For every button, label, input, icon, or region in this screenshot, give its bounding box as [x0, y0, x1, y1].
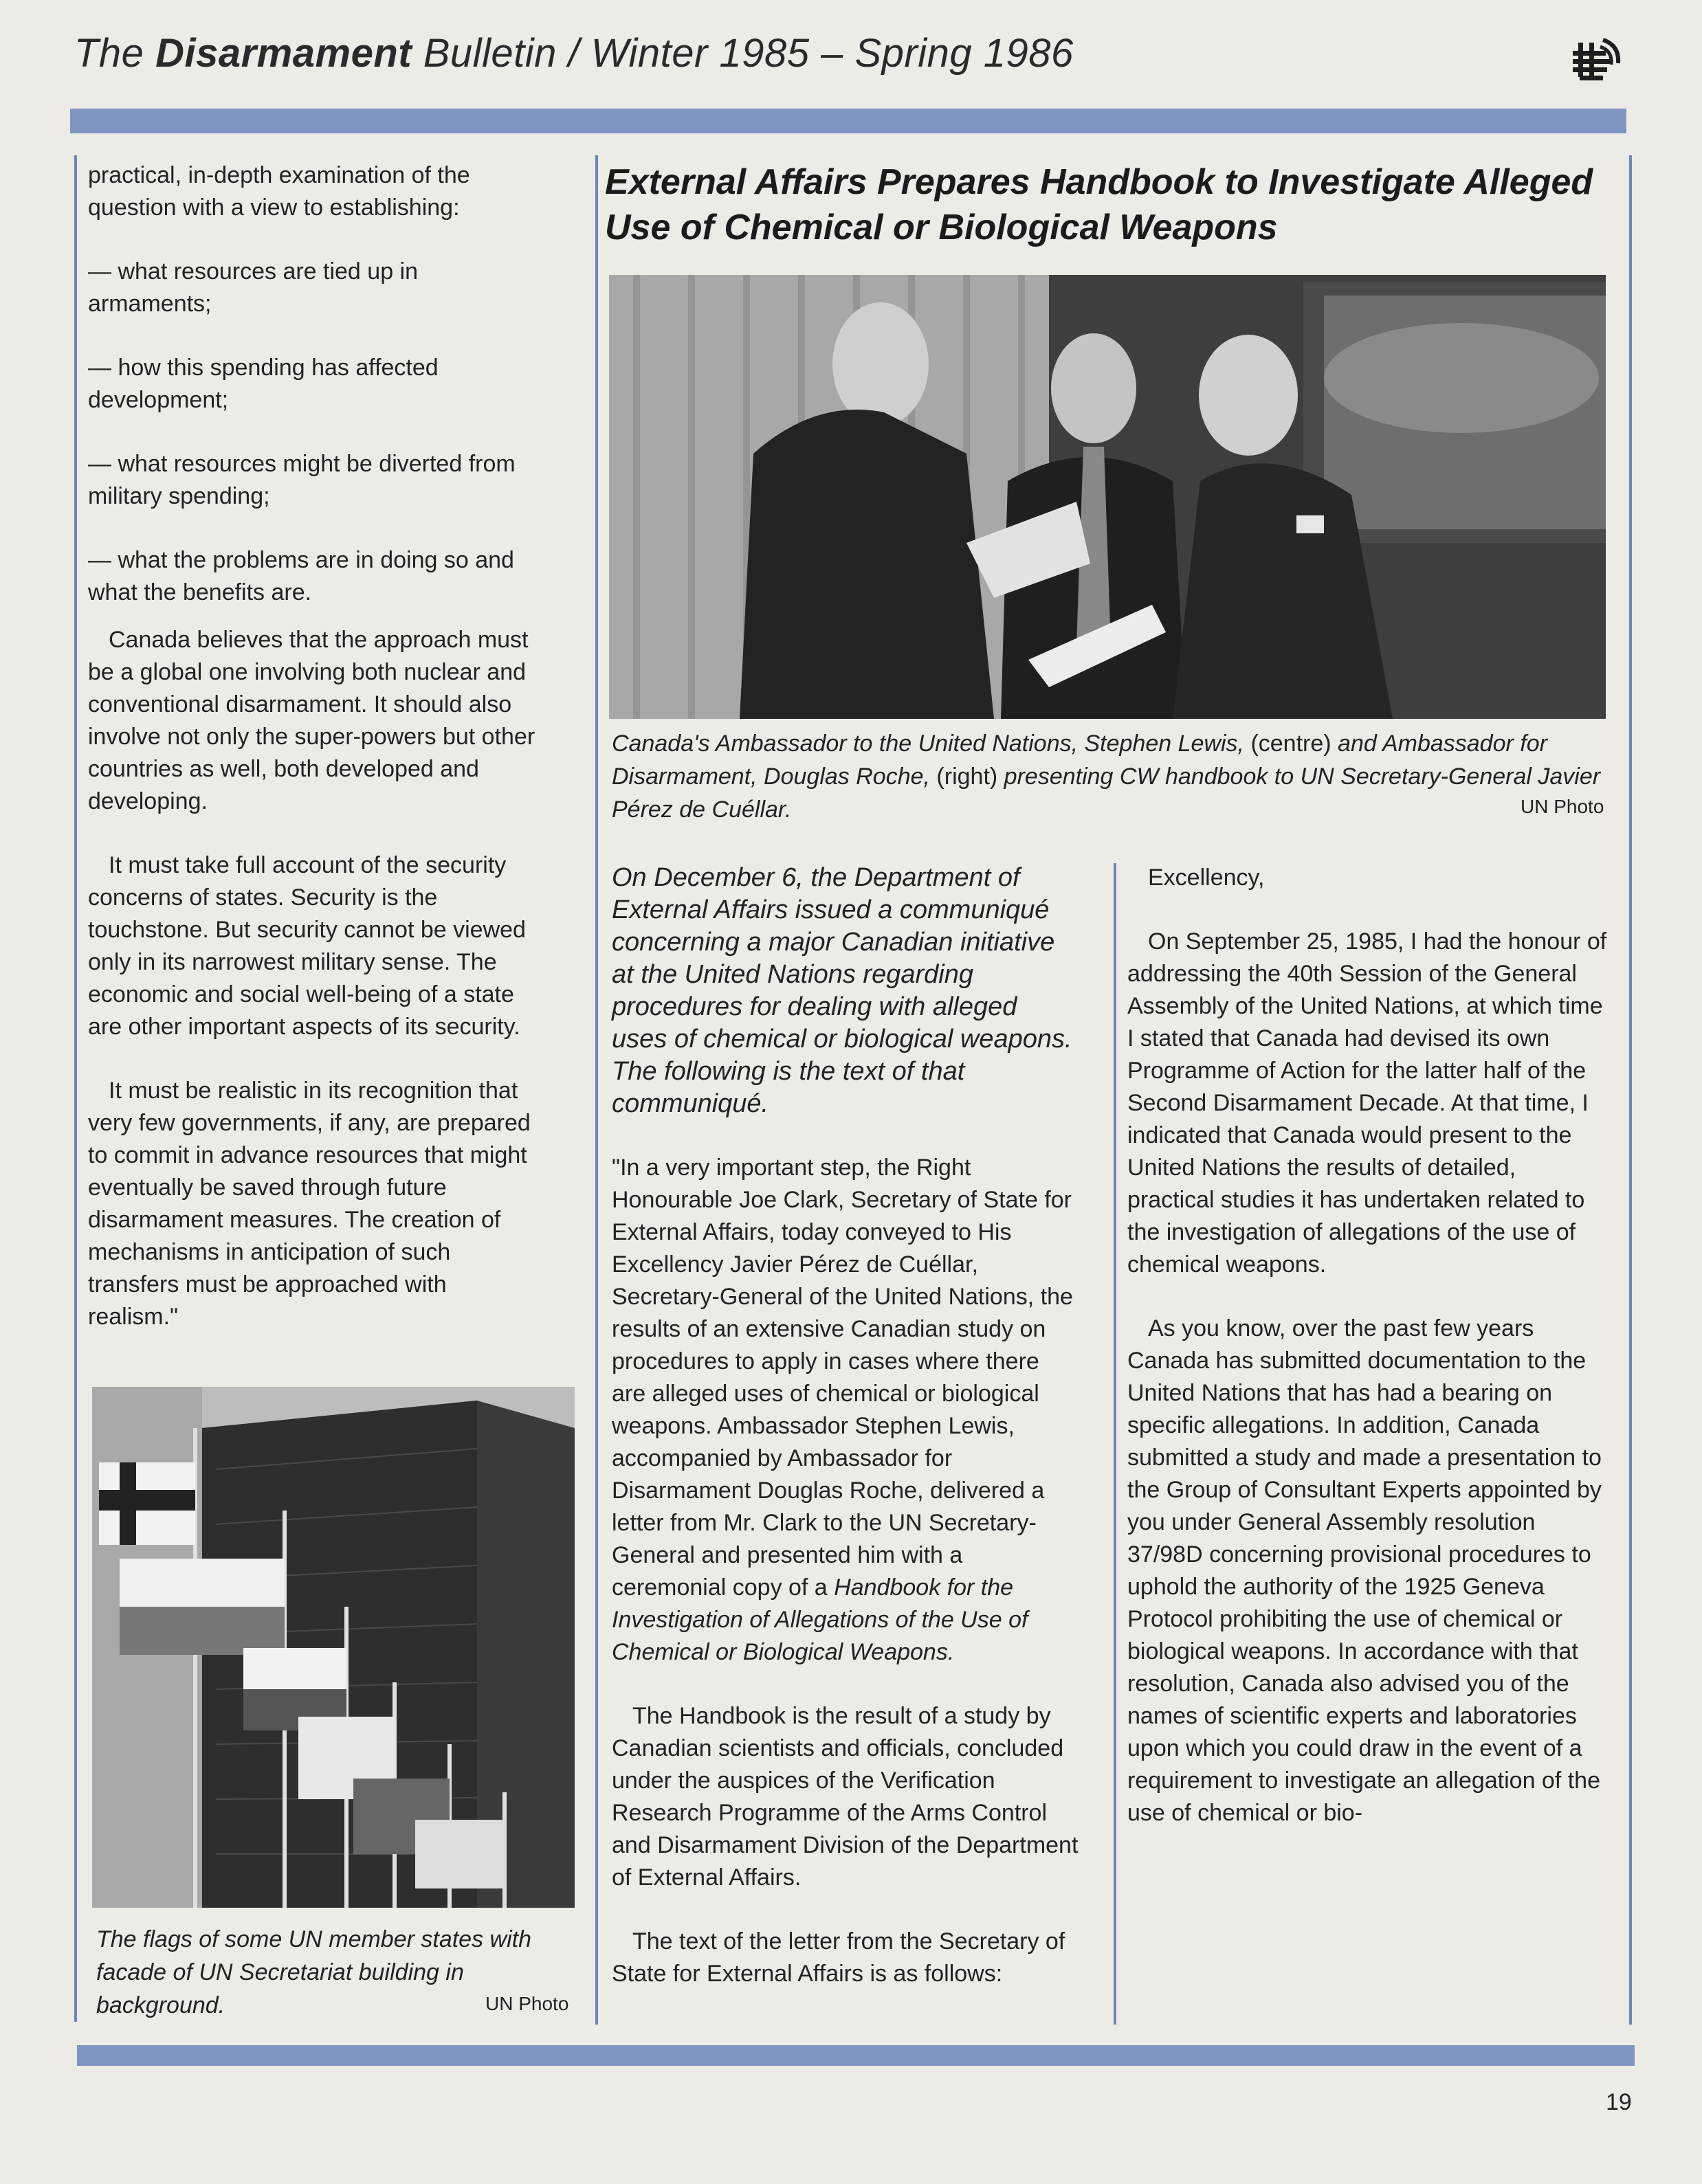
article-middle-column [612, 862, 1079, 2022]
middle-column-rule [595, 155, 598, 2025]
caption-part-presenting: presenting CW handbook to UN Secretary-General Javier Pérez de Cuéllar. [612, 764, 1601, 823]
article-body-1-text: "In a very important step, the Right Honourable Joe Clark, Secretary of State for External Affairs, today conveyed to His Excellency Javier Pérez de Cuéllar, Secretary-General of the United Nations, the results of an extensive Canadian study on procedures to apply in cases where there are alleged uses of chemical or biological weapons. Ambassador Stephen Lewis, accompanied by Ambassador for Disarmament Douglas Roche, delivered a letter from Mr. Clark to the UN Secretary-General and presented him with a ceremonial copy of a [612, 1155, 1073, 1601]
article-headline: External Affairs Prepares Handbook to Investigate Alleged Use of Chemical or Biological Weapons [605, 162, 1593, 247]
inner-column-rule [1114, 863, 1116, 2025]
page-number: 19 [1606, 2089, 1632, 2115]
bullet-problems: — what the problems are in doing so and what the benefits are. [88, 547, 514, 605]
left-paragraph-2: Canada believes that the approach must be a global one involving both nuclear and conventional disarmament. It should also involve not only the super-powers but other countries as well, both developed and developing. [88, 627, 535, 814]
masthead-prefix: The [74, 31, 144, 76]
article-lead: On December 6, the Department of External Affairs issued a communiqué concerning a major Canadian initiative at the United Nations regarding procedures for dealing with alleged uses of chemical or biological weapons. The following is the text of that communiqué. [612, 863, 1072, 1118]
handbook-presentation-photo [609, 275, 1606, 719]
bottom-accent-bar [77, 2045, 1635, 2066]
article-body-1 [612, 1152, 1079, 1669]
un-photo-credit: UN Photo [485, 1993, 569, 2014]
caption-part-roche: and Ambassador for Disarmament, Douglas Roche, [612, 731, 1547, 790]
caption-part-centre: (centre) [1250, 731, 1331, 757]
right-column-rule [1629, 155, 1632, 2025]
handbook-title: Handbook for the Investigation of Allegations of the Use of Chemical or Biological Weapons. [612, 1574, 1028, 1665]
article-right-column [1127, 862, 1609, 1861]
un-building-photo [92, 1387, 575, 1908]
caption-part-right: (right) [936, 764, 998, 790]
bullet-armaments: — what resources are tied up in armaments; [88, 258, 419, 317]
left-column [88, 159, 542, 1365]
bullet-development: — how this spending has affected development; [88, 355, 439, 413]
article-body-2: The Handbook is the result of a study by Canadian scientists and officials, concluded under the auspices of the Verification Research Programme of the Arms Control and Disarmament Division of the Department of External Affairs. [612, 1703, 1079, 1891]
disarmament-bulletin-logo-icon [1569, 36, 1624, 84]
letter-paragraph-2: As you know, over the past few years Canada has submitted documentation to the United Nations that has had a bearing on specific allegations. In addition, Canada submitted a study and made a presentation to the Group of Consultant Experts appointed by you under General Assembly resolution 37/98D concerning provisional procedures to uphold the authority of the 1925 Geneva Protocol prohibiting the use of chemical or biological weapons. In accordance with that resolution, Canada also advised you of the names of scientific experts and laboratories upon which you could draw in the event of a requirement to investigate an allegation of the use of chemical or bio- [1127, 1315, 1602, 1826]
main-photo-caption [612, 727, 1609, 826]
masthead-bold: Disarmament [155, 31, 412, 76]
left-paragraph-4: It must be realistic in its recognition that very few governments, if any, are prepared to commit in advance resources that might eventually be saved through future disarmament measures. The creation of mechanisms in anticipation of such transfers must be approached with realism." [88, 1078, 531, 1330]
top-accent-bar [70, 109, 1626, 133]
un-photo-caption: The flags of some UN member states with facade of UN Secretariat building in background. [96, 1926, 532, 2018]
left-paragraph-3: It must take full account of the security concerns of states. Security is the touchstone. But security cannot be viewed only in its narrowest military sense. The economic and social well-being of a state are other important aspects of its security. [88, 852, 526, 1040]
article-body-3: The text of the letter from the Secretary of State for External Affairs is as follows: [612, 1928, 1065, 1987]
left-paragraph-1: practical, in-depth examination of the question with a view to establishing: [88, 162, 470, 221]
masthead [74, 30, 1074, 76]
letter-salutation: Excellency, [1148, 865, 1265, 891]
letter-paragraph-1: On September 25, 1985, I had the honour of addressing the 40th Session of the General Assembly of the United Nations, at which time I stated that Canada had devised its own Programme of Action for the latter half of the Second Disarmament Decade. At that time, I indicated that Canada would present to the United Nations the results of detailed, practical studies it has undertaken related to the investigation of allegations of the use of chemical weapons. [1127, 928, 1607, 1278]
caption-part-lewis: Canada's Ambassador to the United Nations, Stephen Lewis, [612, 731, 1244, 757]
masthead-rest: Bulletin / Winter 1985 – Spring 1986 [423, 31, 1074, 76]
bullet-diverted: — what resources might be diverted from military spending; [88, 451, 516, 509]
main-photo-credit: UN Photo [1521, 796, 1604, 817]
left-column-rule [74, 155, 77, 2022]
